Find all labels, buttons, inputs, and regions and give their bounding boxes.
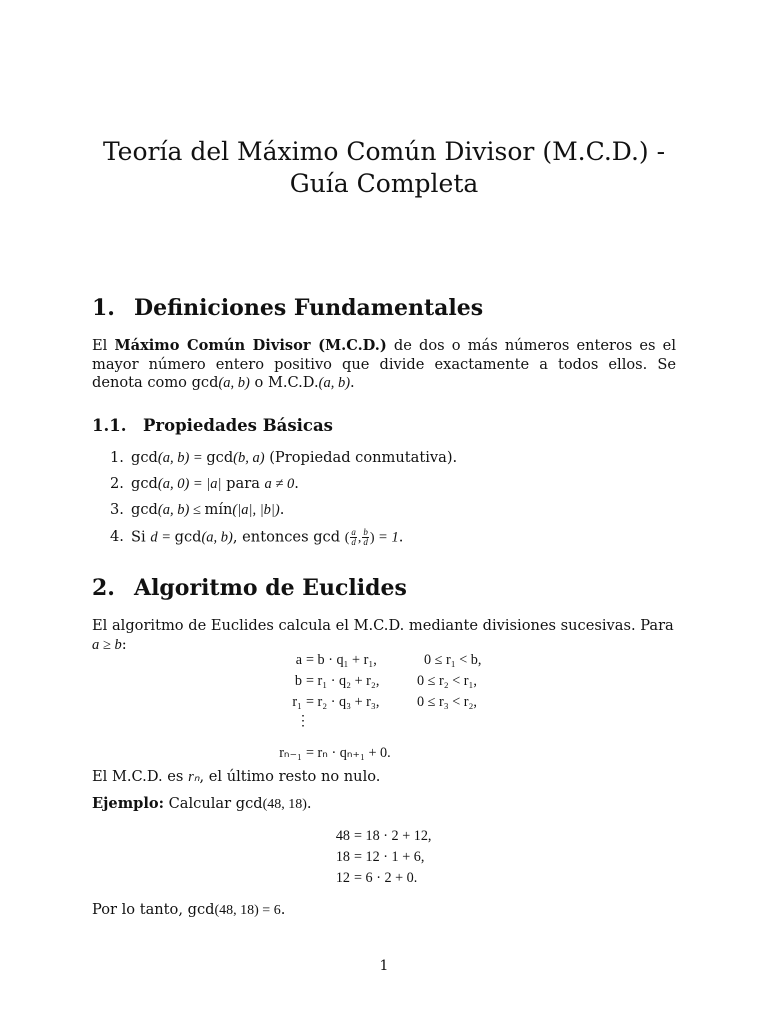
conclusion-prefix: Por lo tanto, gcd — [92, 901, 215, 918]
math: (a, 0) = |a| — [157, 476, 222, 493]
math: = 1 — [378, 529, 399, 546]
page-number: 1 — [379, 958, 389, 974]
vertical-ellipsis: ⋮ — [296, 713, 310, 729]
eq-rhs: = rₙ · qₙ₊₁ + 0. — [306, 745, 391, 761]
section-1-number: 1. — [92, 295, 115, 321]
gcd-text: gcd — [174, 528, 202, 546]
eq-rhs: = r₁ · q₂ + r₂, — [306, 673, 380, 689]
example-eq-lhs: 48 — [335, 828, 350, 844]
comma: , — [357, 530, 362, 546]
section-2-intro — [92, 617, 676, 654]
euclid-result — [92, 768, 676, 787]
result-prefix: El M.C.D. es — [92, 768, 189, 785]
item-text: Si — [131, 528, 151, 546]
intro-args-1: (a, b) — [218, 375, 250, 391]
example-end: . — [306, 795, 312, 812]
frac-num: a — [351, 526, 356, 537]
intro-gcd: gcd — [191, 374, 219, 391]
item-text: , entonces gcd — [232, 528, 345, 546]
paren-open: ( — [344, 530, 350, 546]
example-line — [92, 795, 676, 815]
item-text: para — [221, 475, 265, 493]
item-text: (Propiedad conmutativa). — [264, 449, 458, 466]
eq-lhs: b — [294, 673, 302, 689]
paren-close: ) — [369, 530, 379, 546]
section-1-intro — [92, 337, 676, 393]
item-end: . — [398, 528, 404, 546]
gcd-text: gcd — [131, 501, 158, 519]
eq-condition: 0 ≤ r₃ < r₂, — [417, 694, 477, 710]
section-1-title: Definiciones Fundamentales — [134, 295, 484, 321]
min-function: mín — [204, 501, 233, 519]
example-eq-rhs: = 6 · 2 + 0. — [354, 870, 418, 886]
intro-args-2: (a, b) — [318, 375, 351, 391]
list-item — [110, 528, 457, 554]
conclusion-math: (48, 18) = 6 — [214, 903, 281, 918]
document-title: Teoría del Máximo Común Divisor (M.C.D.) - Guía Completa — [102, 137, 666, 198]
item-number: 4. — [110, 528, 124, 546]
intro-condition: a ≥ b — [92, 636, 122, 653]
intro-or: o M.C.D. — [249, 374, 319, 391]
frac-den: d — [351, 536, 356, 547]
section-2-number: 2. — [92, 575, 115, 601]
eq-rhs: = b · q₁ + r₁, — [306, 652, 377, 668]
result-variable: rₙ — [188, 769, 200, 785]
eq-condition: 0 ≤ r₁ < b, — [424, 652, 482, 668]
gcd-text: gcd — [131, 449, 158, 466]
frac-den: d — [363, 536, 368, 547]
math: (b, a) — [233, 450, 265, 466]
list-item — [110, 475, 457, 501]
gcd-text: gcd — [131, 475, 158, 493]
example-eq-rhs: = 12 · 1 + 6, — [354, 849, 425, 865]
item-end: . — [294, 475, 299, 493]
list-item — [110, 501, 457, 527]
eq-lhs: rₙ₋₁ — [279, 745, 302, 761]
example-args: (48, 18) — [262, 797, 307, 812]
intro-text: El algoritmo de Euclides calcula el M.C.D. mediante divisiones sucesivas. Para — [92, 617, 674, 634]
frac-num: b — [363, 526, 368, 537]
section-2-heading — [92, 574, 407, 602]
example-text: Calcular gcd — [164, 795, 263, 812]
subsection-number: 1.1. — [92, 416, 127, 435]
intro-colon: : — [121, 635, 127, 653]
intro-prefix: El — [92, 337, 115, 354]
item-number: 2. — [110, 475, 124, 493]
section-2-title: Algoritmo de Euclides — [134, 575, 407, 601]
list-item — [110, 449, 457, 475]
fraction-b-over-d — [362, 528, 369, 547]
math: a ≠ 0 — [264, 476, 295, 493]
item-end: . — [279, 501, 285, 519]
fraction-a-over-d — [350, 528, 357, 547]
intro-end: . — [350, 374, 355, 391]
subsection-1-1-heading — [92, 415, 333, 437]
gcd-text: gcd — [206, 449, 234, 466]
conclusion-end: . — [280, 901, 286, 918]
section-1-heading — [92, 294, 483, 322]
math: (|a|, |b|) — [232, 502, 280, 519]
eq-lhs: r₁ — [292, 694, 302, 710]
item-number: 1. — [110, 449, 124, 466]
eq-condition: 0 ≤ r₂ < r₁, — [417, 673, 477, 689]
item-number: 3. — [110, 501, 124, 519]
eq-lhs: a — [295, 652, 302, 668]
math: (a, b) ≤ — [157, 502, 205, 519]
eq-rhs: = r₂ · q₃ + r₃, — [306, 694, 380, 710]
example-eq-lhs: 12 — [335, 870, 350, 886]
result-suffix: , el último resto no nulo. — [199, 768, 381, 785]
example-eq-lhs: 18 — [335, 849, 350, 865]
math: (a, b) — [201, 529, 233, 546]
example-eq-rhs: = 18 · 2 + 12, — [354, 828, 432, 844]
conclusion — [92, 901, 676, 921]
example-label: Ejemplo: — [92, 795, 164, 812]
subsection-title: Propiedades Básicas — [143, 416, 333, 435]
math: d = — [150, 529, 175, 546]
math: (a, b) = — [157, 450, 207, 466]
intro-bold-term: Máximo Común Divisor (M.C.D.) — [114, 337, 387, 354]
intro-text: de dos o más números enteros es el mayor número entero positivo que divide exactamente a todos ellos. Se denota como — [92, 337, 676, 391]
properties-list — [110, 449, 457, 554]
